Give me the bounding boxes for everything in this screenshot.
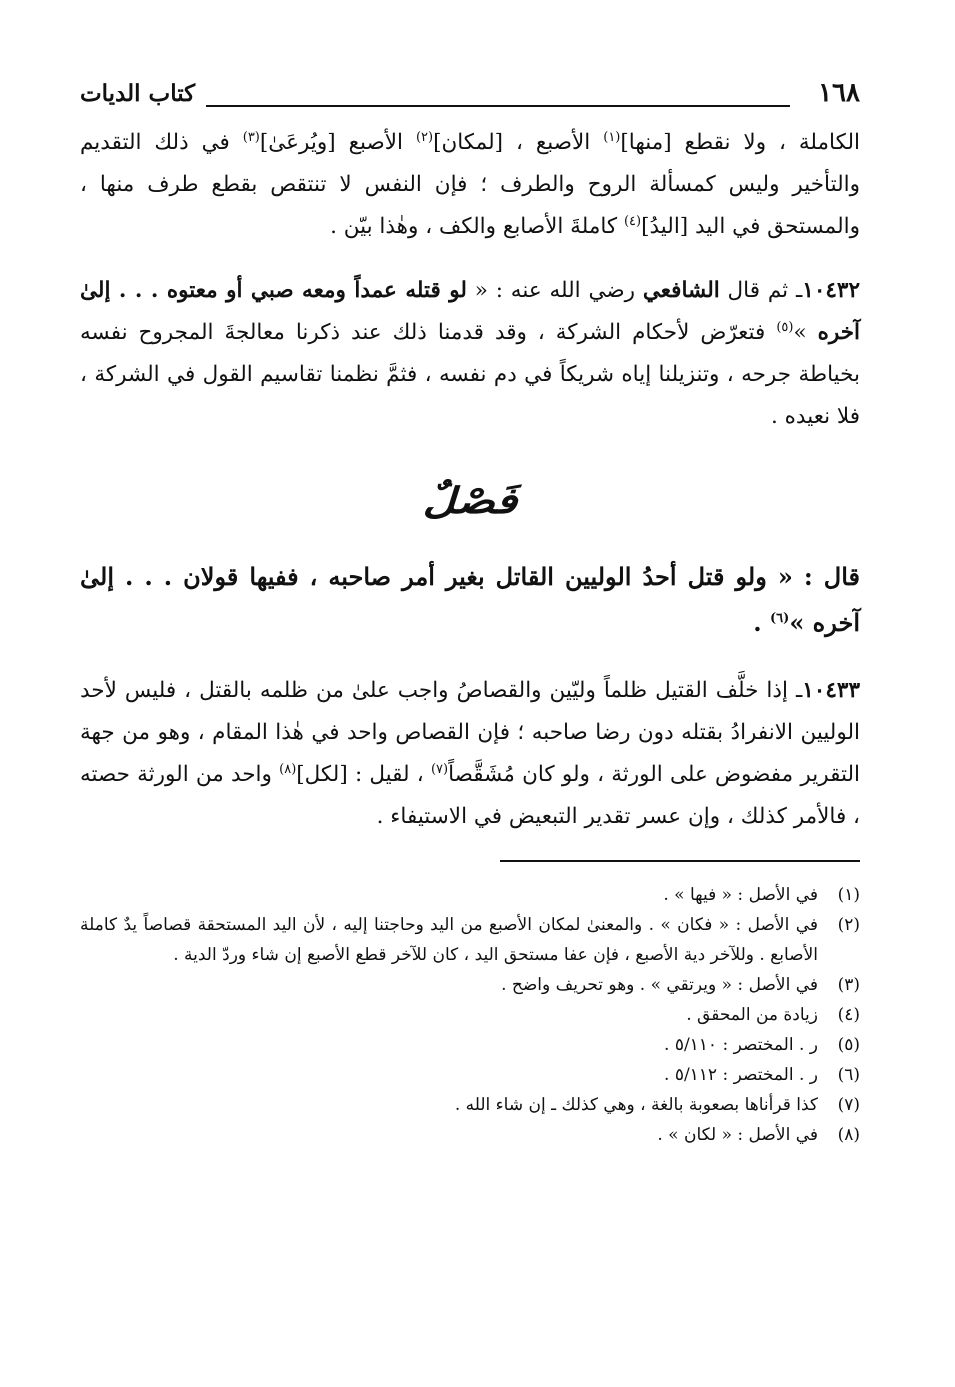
footnote: (٥) ر . المختصر : ٥/١١٠ . — [664, 1035, 860, 1055]
footnote: (٤) زيادة من المحقق . — [686, 1005, 860, 1025]
footnote: (٧) كذا قرأناها بصعوبة بالغة ، وهي كذلك ـ إن شاء الله . — [454, 1095, 860, 1115]
footnote-ref-7: (٧) — [430, 761, 449, 777]
quoted-text: لو قتله عمداً ومعه صبي أو معتوه . . . إلىٰ آخره — [80, 278, 860, 345]
paragraph-10433: ١٠٤٣٣ـ إذا خلَّف القتيل ظلماً وليّين والقصاصُ واجب علىٰ من ظلمه بالقتل ، فليس لأحد الوليين الانفرادُ بقتله دون رضا صاحبه ؛ فإن القصاص واحد في هٰذا المقام ، وهو من جهة التقرير مفضوض على الورثة ، ولو كان مُشَقَّصاً$^{(٧)}$ ، لقيل : [لكل]$^{(٨)}$ واحد من الورثة حصته ، فالأمر كذلك ، وإن عسر تقدير التبعيض في الاستيفاء . — [80, 678, 860, 829]
paragraph-1: الكاملة ، ولا نقطع [منها]$^{(١)}$ الأصبع ، [لمكان]$^{(٢)}$ الأصبع [ويُرعَىٰ]$^{(٣)}$ في ذلك التقديم والتأخير وليس كمسألة الروح والطرف ؛ فإن النفس لا تنتقص بقطع طرف منها ، والمستحق في اليد [اليدُ]$^{(٤)}$ كاملةَ الأصابع والكف ، وهٰذا بيّن . — [80, 129, 860, 239]
footnote: (٣) في الأصل : « ويرتقي » . وهو تحريف واضح . — [501, 975, 860, 995]
running-title: كتاب الديات — [80, 80, 196, 107]
footnote-ref-8: (٨) — [279, 761, 297, 777]
footnote-ref-1: (١) — [603, 129, 621, 145]
footnote-ref-2: (٢) — [415, 129, 434, 145]
paragraph-10432: ١٠٤٣٢ـ ثم قال الشافعي رضي الله عنه : « لو قتله عمداً ومعه صبي أو معتوه . . . إلىٰ آخره »$^{(٥)}$ فتعرّض لأحكام الشركة ، وقد قدمنا ذلك عند ذكرنا معالجةَ المجروح نفسه بخياطة جرحه ، وتنزيلنا إياه شريكاً في دم نفسه ، فثمَّ نظمنا تقاسيم القول في الشركة ، فلا نعيده . — [80, 278, 861, 429]
page-header — [80, 78, 860, 118]
footnote: (٢) في الأصل : « فكان » . والمعنىٰ لمكان الأصبع من اليد وحاجتنا إليه ، لأن اليد المستحقة قصاصاً يدٌ كاملة الأصابع . وللآخر دية الأصبع ، فإن عفا مستحق اليد ، كان للآخر قطع الأصبع إن شاء وردّ الدية . — [80, 915, 860, 965]
issue-number: ١٠٤٣٣ — [802, 678, 860, 703]
footnotes — [80, 880, 860, 1150]
footnote: (٦) ر . المختصر : ٥/١١٢ . — [664, 1065, 860, 1085]
footnote-ref-4: (٤) — [623, 213, 642, 229]
footnote: (١) في الأصل : « فيها » . — [663, 885, 860, 905]
footnote: (٨) في الأصل : « لكان » . — [657, 1125, 860, 1145]
footnote-ref-3: (٣) — [242, 129, 260, 145]
issue-number: ١٠٤٣٢ — [802, 278, 861, 303]
footnote-ref-5: (٥) — [776, 319, 794, 335]
header-rule — [206, 105, 790, 107]
page-number: ١٦٨ — [818, 78, 860, 108]
section-quote: قال : « ولو قتل أحدُ الوليين القاتل بغير أمر صاحبه ، ففيها قولان . . . إلىٰ آخره »$^{(٦)}$ . — [80, 562, 861, 637]
footnote-ref-6: (٦) — [770, 611, 790, 626]
section-heading: فَصْلٌ — [422, 480, 518, 522]
footnote-separator — [500, 860, 860, 862]
book-page — [80, 78, 860, 1150]
